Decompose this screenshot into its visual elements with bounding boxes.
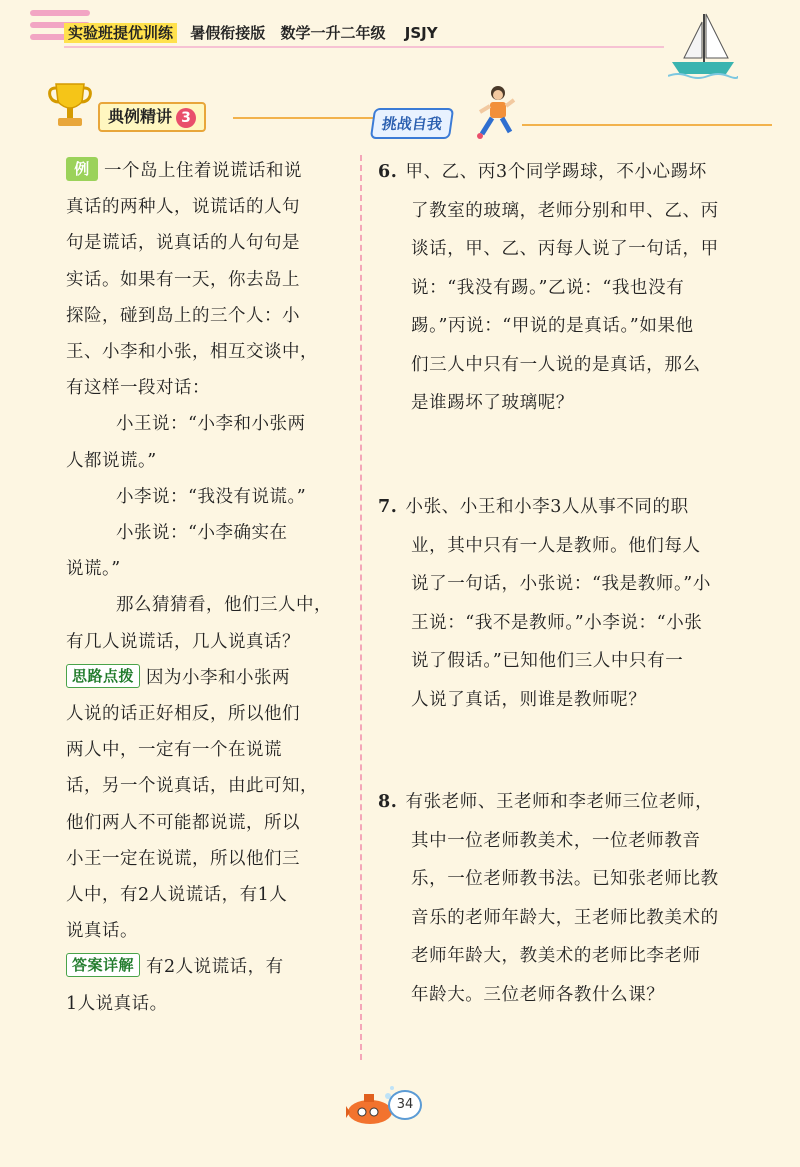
question-line: 是谁踢坏了玻璃呢？: [411, 393, 574, 413]
example-line: 探险，碰到岛上的三个人：小: [66, 305, 300, 326]
question-line: 音乐的老师年龄大，王老师比教美术的: [411, 907, 719, 928]
question-line: 年龄大。三位老师各教什么课？: [411, 984, 665, 1005]
question-line: 王说：“我不是教师。”小李说：“小张: [411, 612, 703, 633]
question-text: 有张老师、王老师和李老师三位老师，: [405, 792, 714, 812]
question-line: 说了一句话，小张说：“我是教师。”小: [411, 574, 711, 594]
example-column: [66, 153, 356, 1022]
answer-tag: 答案详解: [66, 953, 140, 977]
example-line: 真话的两种人，说谎话的人句: [66, 197, 300, 218]
example-tag: 例: [66, 157, 98, 181]
example-text: 一个岛上住着说谎话和说: [104, 161, 302, 181]
question-number: 7.: [378, 497, 398, 517]
runner-icon: [472, 84, 518, 140]
question-line: [378, 153, 783, 192]
answer-text: 有2人说谎话，有: [146, 957, 284, 978]
column-divider: [360, 155, 362, 1060]
question-line: 那么猜猜看，他们三人中，: [116, 595, 332, 616]
page-number: 34: [388, 1090, 422, 1120]
section-number: 3: [176, 108, 196, 128]
section-rule: [233, 117, 383, 119]
question-line: 人说了真话，则谁是教师呢？: [411, 689, 647, 710]
question-line: 说了假话。”已知他们三人中只有一: [411, 651, 684, 671]
question-8: [378, 783, 783, 1014]
question-6: [378, 153, 783, 423]
question-line: 老师年龄大，教美术的老师比李老师: [411, 946, 701, 966]
hint-line: 人说的话正好相反，所以他们: [66, 704, 300, 725]
page-header: [0, 0, 800, 60]
book-code: JSJY: [404, 24, 438, 42]
section-title-text: 典例精讲: [108, 107, 173, 126]
example-line: 有这样一段对话：: [66, 378, 210, 399]
header-text: [64, 22, 438, 43]
question-line: [378, 783, 783, 822]
dialog-line: 说谎。”: [66, 559, 121, 580]
answer-line: [66, 949, 356, 985]
question-text: 小张、小王和小李3人从事不同的职: [405, 497, 689, 517]
section-title: [98, 102, 206, 132]
challenge-header: [372, 84, 782, 144]
answer-line: 1人说真话。: [66, 993, 168, 1014]
book-series: 实验班提优训练: [64, 23, 177, 43]
example-line: 句是谎话，说真话的人句句是: [66, 233, 300, 254]
book-grade: 数学一升二年级: [280, 24, 386, 42]
header-rule: [64, 46, 664, 48]
hint-tag: 思路点拨: [66, 664, 140, 688]
example-line: [66, 153, 356, 189]
hint-line: [66, 660, 356, 696]
dialog-line: 小李说：“我没有说谎。”: [116, 486, 307, 507]
question-line: 们三人中只有一人说的是真话，那么: [411, 354, 701, 375]
dialog-line: 小王说：“小李和小张两: [116, 414, 306, 435]
dialog-line: 人都说谎。”: [66, 450, 157, 471]
question-text: 甲、乙、丙3个同学踢球，不小心踢坏: [405, 162, 707, 182]
trophy-icon: [48, 80, 92, 132]
question-7: [378, 488, 783, 719]
example-line: 实话。如果有一天，你去岛上: [66, 269, 300, 290]
hint-text: 因为小李和小张两: [146, 667, 291, 688]
question-line: 踢。”丙说：“甲说的是真话。”如果他: [411, 316, 694, 336]
question-line: 说：“我没有踢。”乙说：“我也没有: [411, 277, 685, 298]
hint-line: 他们两人不可能都说谎，所以: [66, 812, 300, 833]
question-line: 了教室的玻璃，老师分别和甲、乙、丙: [411, 200, 719, 221]
book-edition: 暑假衔接版: [190, 24, 266, 42]
hint-line: 话，另一个说真话，由此可知，: [66, 776, 318, 797]
section-header: [48, 80, 398, 140]
question-number: 8.: [378, 792, 398, 812]
dialog-line: 小张说：“小李确实在: [116, 523, 288, 544]
challenge-title: 挑战自我: [370, 108, 454, 139]
hint-line: 人中，有2人说谎话，有1人: [66, 885, 288, 906]
hint-line: 说真话。: [66, 921, 138, 942]
question-line: 乐，一位老师教书法。已知张老师比教: [411, 869, 719, 889]
question-line: 其中一位老师教美术，一位老师教音: [411, 830, 701, 851]
challenge-rule: [522, 124, 772, 126]
question-line: 有几人说谎话，几人说真话？: [66, 631, 300, 652]
question-line: 谈话，甲、乙、丙每人说了一句话，甲: [411, 239, 719, 259]
hint-line: 两人中，一定有一个在说谎: [66, 740, 282, 761]
question-number: 6.: [378, 162, 398, 182]
example-line: 王、小李和小张，相互交谈中，: [66, 342, 318, 363]
hint-line: 小王一定在说谎，所以他们三: [66, 848, 300, 869]
sailboat-icon: [668, 12, 738, 82]
question-line: [378, 488, 783, 527]
question-line: 业，其中只有一人是教师。他们每人: [411, 535, 701, 556]
